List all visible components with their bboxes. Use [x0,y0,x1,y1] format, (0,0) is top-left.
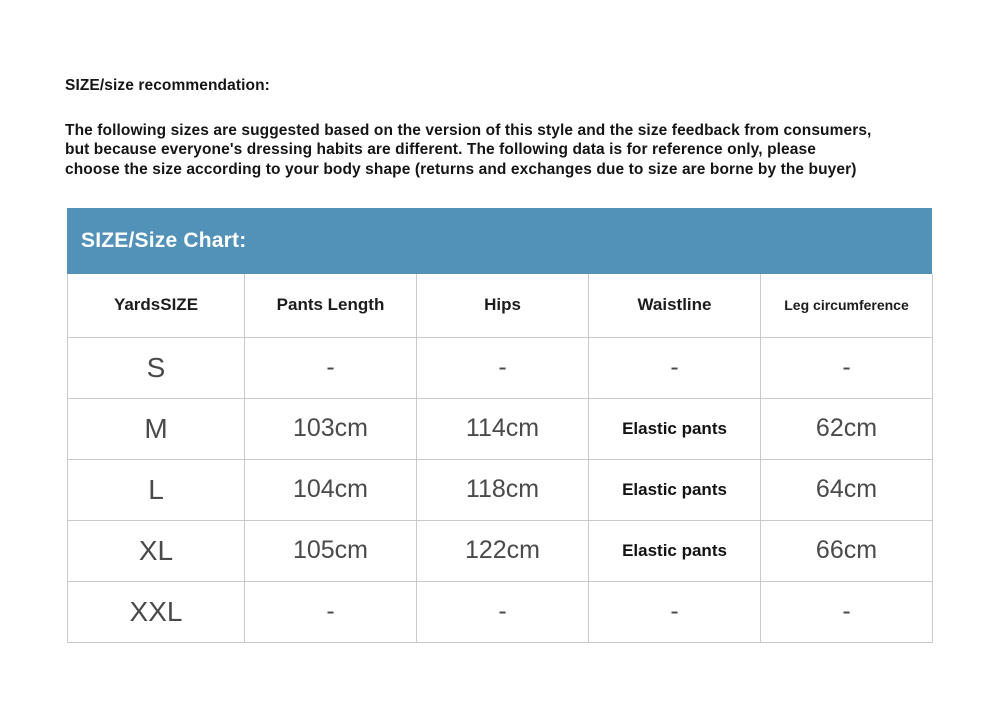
cell-hips: - [417,581,589,642]
cell-waistline: - [589,337,761,398]
cell-waistline: Elastic pants [589,459,761,520]
table-row-xxl [68,581,933,642]
size-recommendation-paragraph [65,121,871,179]
cell-hips: 114cm [417,398,589,459]
column-header-leg-circumference: Leg circumference [761,274,933,337]
cell-leg-circumference: - [761,581,933,642]
cell-leg-circumference: 64cm [761,459,933,520]
size-chart-header-bar [67,208,932,274]
cell-hips: 122cm [417,520,589,581]
cell-pants-length: - [245,581,417,642]
table-row-xl [68,520,933,581]
intro-line-1: The following sizes are suggested based on the version of this style and the size feedback from consumers, [65,122,872,139]
cell-waistline: - [589,581,761,642]
cell-size: XXL [68,581,245,642]
table-row-s [68,337,933,398]
size-chart-table-body [68,337,933,642]
cell-waistline: Elastic pants [589,398,761,459]
cell-waistline: Elastic pants [589,520,761,581]
size-chart-title: SIZE/Size Chart: [81,229,247,252]
table-row-m [68,398,933,459]
cell-size: S [68,337,245,398]
cell-pants-length: 104cm [245,459,417,520]
cell-hips: - [417,337,589,398]
cell-leg-circumference: 62cm [761,398,933,459]
cell-hips: 118cm [417,459,589,520]
column-header-yards-size: YardsSIZE [68,274,245,337]
cell-pants-length: - [245,337,417,398]
cell-pants-length: 103cm [245,398,417,459]
column-header-pants-length: Pants Length [245,274,417,337]
cell-leg-circumference: - [761,337,933,398]
cell-leg-circumference: 66cm [761,520,933,581]
intro-line-3: choose the size according to your body shape (returns and exchanges due to size are borne by the buyer) [65,160,857,178]
cell-size: L [68,459,245,520]
cell-pants-length: 105cm [245,520,417,581]
table-row-l [68,459,933,520]
size-chart-table-head [68,274,933,337]
size-chart-table [67,274,933,643]
intro-line-2: but because everyone's dressing habits are different. The following data is for reference only, please [65,141,816,159]
page-title: SIZE/size recommendation: [65,77,270,94]
cell-size: M [68,398,245,459]
table-header-row [68,274,933,337]
cell-size: XL [68,520,245,581]
column-header-hips: Hips [417,274,589,337]
column-header-waistline: Waistline [589,274,761,337]
